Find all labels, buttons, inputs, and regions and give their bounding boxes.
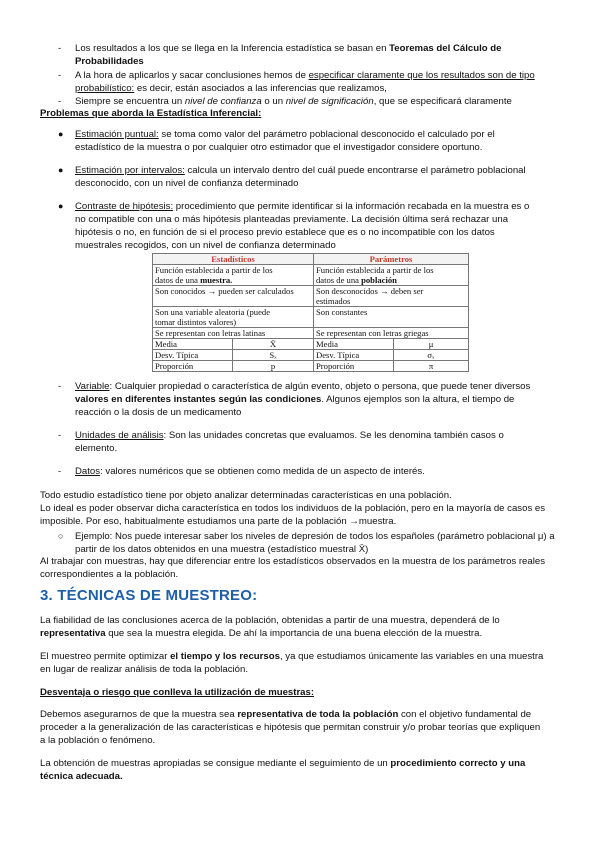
text: datos de una: [316, 275, 362, 285]
text-bold: Teoremas del Cálculo de: [389, 43, 502, 54]
text-underlined: especificar claramente que los resultados son de tipo: [308, 70, 535, 81]
circle-bullet: ○: [58, 531, 64, 541]
table-cell: Desv. Típica: [314, 350, 394, 361]
dash-bullet: -: [58, 96, 62, 107]
table-cell: Se representan con letras latinas: [153, 328, 314, 339]
text: que sea la muestra elegida. De ahí la importancia de una buena elección de la muestra.: [105, 628, 483, 639]
dash-bullet: -: [58, 430, 62, 441]
table-cell: π: [394, 361, 469, 372]
problem-1: [75, 128, 495, 141]
text-bold: el tiempo y los recursos: [170, 651, 280, 662]
table-row: [153, 286, 469, 307]
text: , ya que estudiamos únicamente las variables en una muestra: [279, 651, 544, 662]
section-title: 3. TÉCNICAS DE MUESTREO:: [40, 587, 258, 604]
table-cell: Proporción: [153, 361, 233, 372]
text: . Algunos ejemplos son la altura, el tiempo de: [321, 394, 515, 405]
text-underlined: probabilístico:: [75, 83, 135, 94]
text: : Cualquier propiedad o característica de algún evento, objeto o persona, que puede tener diversos: [109, 381, 531, 392]
table-cell: Desv. Típica: [153, 350, 233, 361]
table-row: [153, 339, 469, 350]
table-header-row: [153, 254, 469, 265]
example-line: partir de los datos obtenidos en una muestra (estadístico muestral X̄): [75, 544, 369, 555]
text: tomar distintos valores): [155, 317, 237, 327]
text: Son una variable aleatoria (puede: [155, 307, 271, 317]
table-cell: [153, 307, 314, 328]
statistics-parameters-table: [152, 253, 469, 372]
bullet-dot: ●: [58, 201, 64, 211]
table-cell: Media: [314, 339, 394, 350]
table-row: [153, 265, 469, 286]
text: con el objetivo fundamental de: [398, 709, 532, 720]
intro-bullet-1: [75, 42, 501, 55]
paragraph-line: correspondientes a la población.: [40, 569, 179, 580]
table-cell: p: [233, 361, 314, 372]
paragraph-line: Al trabajar con muestras, hay que diferenciar entre los estadísticos observados en la muestra de los parámetros reales: [40, 556, 545, 567]
text: Función establecida a partir de los: [155, 265, 273, 275]
paragraph-line: imposible. Por eso, habitualmente estudiamos una parte de la población →muestra.: [40, 516, 397, 527]
text: Son desconocidos → deben ser: [316, 286, 424, 296]
problem-1-cont: estadístico de la muestra o por cualquier otro estimador que el investigador considere oportuno.: [75, 142, 483, 153]
text: : valores numéricos que se obtienen como medida de un aspecto de interés.: [100, 466, 425, 477]
term: Contraste de hipótesis:: [75, 201, 174, 212]
text-italic: nivel de significación: [285, 96, 374, 107]
definition-variable-cont: [75, 393, 514, 406]
text: o un: [261, 96, 286, 107]
problem-3: [75, 200, 529, 213]
table-cell: Proporción: [314, 361, 394, 372]
text: , que se especificará claramente: [373, 96, 512, 107]
paragraph-line: Todo estudio estadístico tiene por objeto analizar determinadas características en una población.: [40, 490, 452, 501]
definition-units-cont: elemento.: [75, 443, 118, 454]
text: es decir, están asociados a las inferencias que realizamos,: [134, 83, 387, 94]
problem-2: [75, 164, 526, 177]
paragraph-line: en lugar de realizar análisis de toda la población.: [40, 664, 248, 675]
dash-bullet: -: [58, 43, 62, 54]
table-cell: Se representan con letras griegas: [314, 328, 469, 339]
problem-2-cont: desconocido, con un nivel de confianza determinado: [75, 178, 299, 189]
text-bold: población: [361, 275, 397, 285]
example-line: Ejemplo: Nos puede interesar saber los niveles de depresión de todos los españoles (parámetro poblacional μ) a: [75, 531, 555, 542]
definition-variable: [75, 380, 530, 393]
term: Estimación por intervalos:: [75, 165, 185, 176]
bullet-dot: ●: [58, 129, 64, 139]
text: se toma como valor del parámetro poblacional desconocido el calculado por el: [158, 129, 495, 140]
problem-3-cont: muestrales recogidos, con un nivel de confianza determinado: [75, 240, 336, 251]
paragraph-line: a la población o fenómeno.: [40, 735, 156, 746]
text-bold: representativa de toda la población: [237, 709, 399, 720]
problem-3-cont: no compatible con una o más hipótesis planteadas previamente. La decisión última será rechazar una: [75, 214, 509, 225]
dash-bullet: -: [58, 466, 62, 477]
text: : Son las unidades concretas que evaluamos. Se les denomina también casos o: [163, 430, 504, 441]
table-cell: [314, 265, 469, 286]
table-cell: [314, 286, 469, 307]
table-row: [153, 361, 469, 372]
text: Debemos asegurarnos de que la muestra sea: [40, 709, 238, 720]
text: datos de una: [155, 275, 201, 285]
subheading: Desventaja o riesgo que conlleva la utilización de muestras:: [40, 687, 315, 698]
paragraph-line: [40, 757, 525, 770]
paragraph-line: La fiabilidad de las conclusiones acerca de la población, obtenidas a partir de una muestra, dependerá de lo: [40, 615, 500, 626]
table-cell: μ: [394, 339, 469, 350]
text: Los resultados a los que se llega en la Inferencia estadística se basan en: [75, 43, 390, 54]
paragraph-line: proceder a la generalización de las características e hipótesis que permitan construir y/o probar teorías que expliquen: [40, 722, 541, 733]
definition-variable-cont: reacción o la dosis de un medicamento: [75, 407, 242, 418]
text: calcula un intervalo dentro del cuál puede encontrarse el parámetro poblacional: [184, 165, 526, 176]
text: La obtención de muestras apropiadas se consigue mediante el seguimiento de un: [40, 758, 391, 769]
text: Siempre se encuentra un: [75, 96, 185, 107]
paragraph-line: técnica adecuada.: [40, 771, 123, 782]
table-cell: [153, 265, 314, 286]
text: El muestreo permite optimizar: [40, 651, 171, 662]
paragraph-line: [40, 708, 531, 721]
text: procedimiento que permite identificar si la información recabada en la muestra es o: [173, 201, 530, 212]
definition-data: [75, 465, 425, 478]
table-cell: X̄: [233, 339, 314, 350]
table-cell: σₓ: [394, 350, 469, 361]
text: A la hora de aplicarlos y sacar conclusiones hemos de: [75, 70, 309, 81]
definition-units: [75, 429, 504, 442]
table-cell: Son conocidos → pueden ser calculados: [153, 286, 314, 307]
text-bold: procedimiento correcto y una: [390, 758, 526, 769]
term: Variable: [75, 381, 110, 392]
dash-bullet: -: [58, 70, 62, 81]
paragraph-line: [40, 627, 482, 640]
header-estadisticos: Estadísticos: [153, 254, 314, 265]
header-parametros: Parámetros: [314, 254, 469, 265]
intro-bullet-2-cont: [75, 82, 387, 95]
table-cell: Son constantes: [314, 307, 469, 328]
paragraph-line: [40, 650, 543, 663]
problems-heading: Problemas que aborda la Estadística Inferencial:: [40, 108, 262, 119]
text-bold: valores en diferentes instantes según las condiciones: [75, 394, 322, 405]
table-cell: Sₓ: [233, 350, 314, 361]
problem-3-cont: hipótesis o no, en función de si el proceso previo establece que es o no incompatible con los datos: [75, 227, 495, 238]
intro-bullet-2: [75, 69, 535, 82]
term: Unidades de análisis: [75, 430, 164, 441]
dash-bullet: -: [58, 381, 62, 392]
term: Datos: [75, 466, 101, 477]
table-row: [153, 350, 469, 361]
text-italic: nivel de confianza: [184, 96, 262, 107]
text-bold: representativa: [40, 628, 106, 639]
bullet-dot: ●: [58, 165, 64, 175]
text: Función establecida a partir de los: [316, 265, 434, 275]
table-row: [153, 307, 469, 328]
text-bold: muestra.: [200, 275, 233, 285]
table-cell: Media: [153, 339, 233, 350]
table-row: [153, 328, 469, 339]
intro-bullet-1-cont: Probabilidades: [75, 56, 144, 67]
term: Estimación puntual:: [75, 129, 159, 140]
paragraph-line: Lo ideal es poder observar dicha característica en todos los individuos de la población, pero en la mayoría de casos es: [40, 503, 546, 514]
text: estimados: [316, 296, 351, 306]
